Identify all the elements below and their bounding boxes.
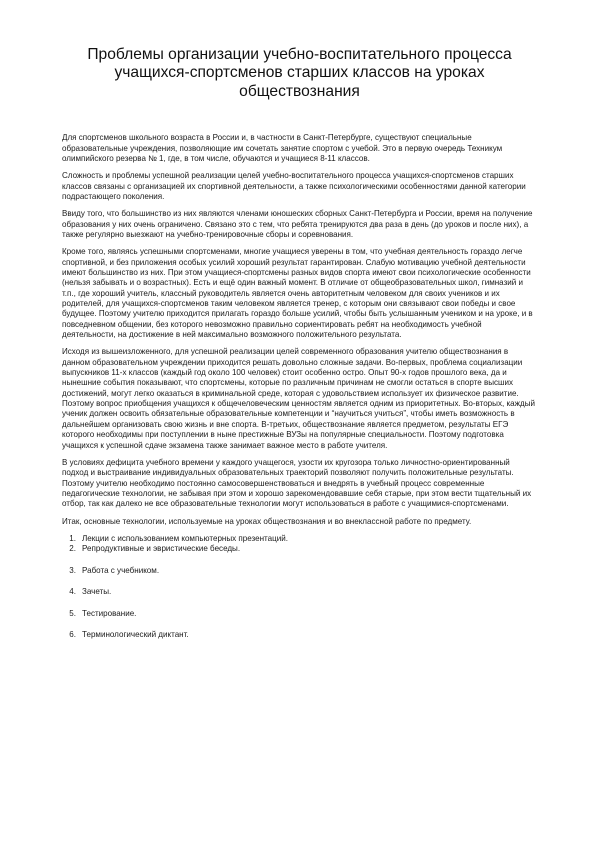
technologies-list	[62, 534, 537, 640]
list-item-number: 1.	[69, 533, 76, 543]
paragraph-7: Итак, основные технологии, используемые на уроках обществознания и во внеклассной работе по предмету.	[62, 516, 472, 526]
list-item	[62, 534, 537, 544]
list-item-number: 6.	[69, 629, 76, 639]
list-item-number: 5.	[69, 608, 76, 618]
list-item	[62, 609, 537, 619]
paragraph-5: Исходя из вышеизложенного, для успешной реализации целей современного образования учителю обществознания в данном образовательном учреждении приходится решать довольно сложные задачи. Во-первых, проблема социализации выпускников 11-х классов (каждый год около 100 человек) стоит особенно остро. Опыт 90-х годов прошлого века, да и нынешние события показывают, что спортсмены, которые по различным причинам не смогли остаться в спорте высших достижений, могут легко оказаться в криминальной среде, которая с удовольствием использует их физическое развитие. Поэтому вопрос приобщения учащихся к общечеловеческим ценностям является одним из приоритетных. Во-вторых, каждый ученик должен освоить обязательные образовательные компетенции и “научиться учиться”, чтобы иметь возможность в дальнейшем организовать свою жизнь и вне спорта. В-третьих, обществознание является предметом, результаты ЕГЭ которого необходимы при поступлении в ныне престижные ВУЗы на популярные специальности. Поэтому подготовка учащихся к успешной сдаче экзамена также занимает важное место в работе учителя.	[62, 347, 535, 450]
document-title: Проблемы организации учебно-воспитательного процесса учащихся-спортсменов старших классов на уроках обществознания	[87, 46, 512, 100]
list-item-text: Зачеты.	[82, 587, 112, 597]
list-item-text: Лекции с использованием компьютерных презентаций.	[82, 533, 288, 543]
list-item-text: Тестирование.	[82, 608, 137, 618]
list-item-text: Репродуктивные и эвристические беседы.	[82, 544, 241, 554]
list-item-number: 4.	[69, 587, 76, 597]
paragraph-4: Кроме того, являясь успешными спортсменами, многие учащиеся уверены в том, что учебная деятельность гораздо легче спортивной, и без приложения особых усилий хороший результат гарантирован. Слабую мотивацию учебной деятельности имеют большинство из них. При этом учащиеся-спортсмены разных видов спорта имеют свои психологические особенности (нельзя забывать и о возрастных). Есть и ещё один важный момент. В отличие от общеобразовательных школ, гимназий и т.п., где хороший учитель, классный руководитель является очень авторитетным человеком для своих учеников и их родителей, для учащихся-спортсменов таким человеком является тренер, с которым они связывают свои победы и свое будущее. Поэтому учителю приходится прилагать гораздо больше усилий, чтобы быть услышанным учеником и на уроке, и в повседневном общении, без которого невозможно правильно сориентировать ребят на необходимость учебной деятельности, на достижение в ней максимально возможного положительного результата.	[62, 247, 533, 340]
paragraph-1: Для спортсменов школьного возраста в России и, в частности в Санкт-Петербурге, существуют специальные образовательные учреждения, позволяющие им сочетать занятие спортом с учебой. Это в первую очередь Техникум олимпийского резерва № 1, где, в том числе, обучаются и учащиеся 8-11 классов.	[62, 133, 503, 163]
paragraph-3: Ввиду того, что большинство из них являются членами юношеских сборных Санкт-Петербурга и России, время на получение образования у них очень ограничено. Связано это с тем, что ребята тренируются два раза в день (до уроков и после них), а также регулярно выезжают на учебно-тренировочные сборы и соревнования.	[62, 209, 533, 239]
document-body	[62, 133, 537, 527]
list-item	[62, 630, 537, 640]
list-item-text: Терминологический диктант.	[82, 629, 189, 639]
list-item-number: 3.	[69, 565, 76, 575]
list-item	[62, 587, 537, 597]
list-item	[62, 566, 537, 576]
paragraph-6: В условиях дефицита учебного времени у каждого учащегося, узости их кругозора только личностно-ориентированный подход и выстраивание индивидуальных образовательных траекторий позволяют получить положительные результаты. Поэтому учителю необходимо постоянно самосовершенствоваться и внедрять в учебный процесс современные педагогические технологии, не забывая при этом и хорошо зарекомендовавшие себя старые, при этом вести тщательный их отбор, так как далеко не все образовательные технологии могут использоваться в работе с учащимися-спортсменами.	[62, 457, 532, 509]
list-item-number: 2.	[69, 544, 76, 554]
list-item	[62, 544, 537, 554]
paragraph-2: Сложность и проблемы успешной реализации целей учебно-воспитательного процесса учащихся-спортсменов старших классов связаны с организацией их спортивной деятельности, а также психологическими особенностями данной категории подрастающего поколения.	[62, 171, 526, 201]
list-item-text: Работа с учебником.	[82, 565, 160, 575]
